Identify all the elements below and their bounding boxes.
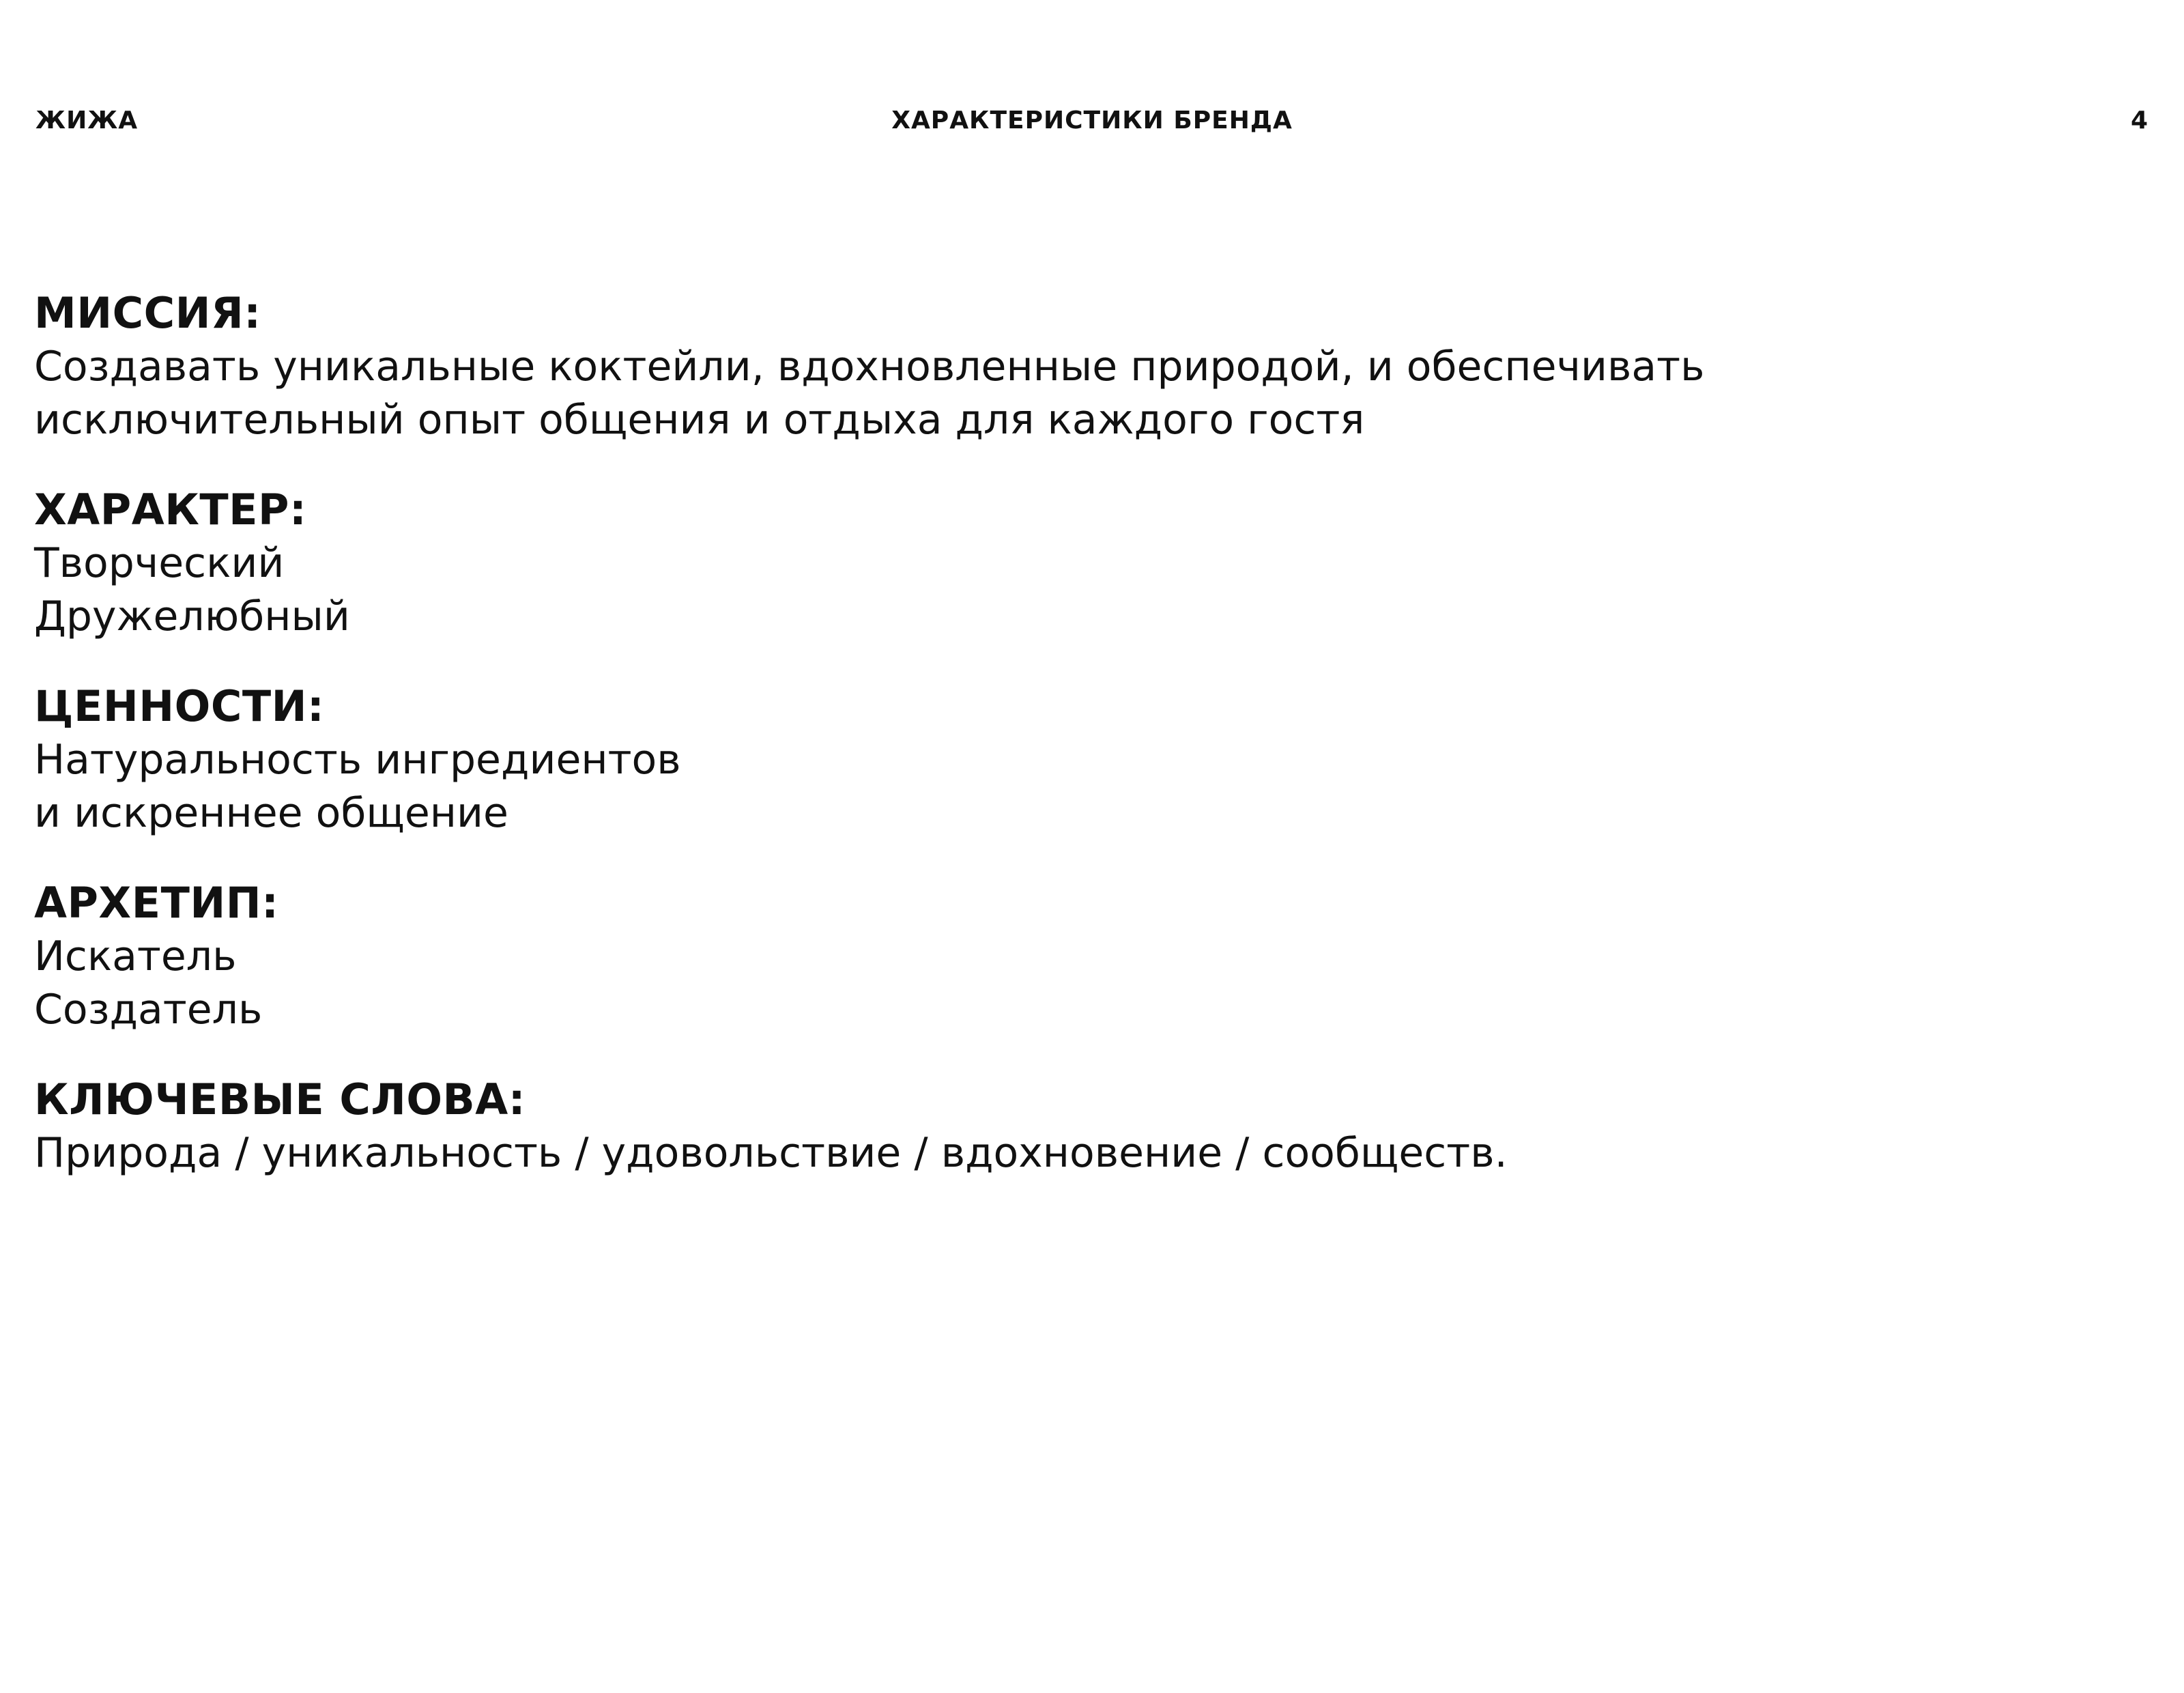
brand-characteristics	[34, 287, 1809, 1217]
page-number: 4	[2130, 106, 2149, 134]
section-text-line: Творческий	[34, 539, 285, 587]
section-title: ХАРАКТЕР:	[34, 485, 307, 535]
section-text-line: Создавать уникальные коктейли, вдохновленные природой, и обеспечивать	[34, 343, 1705, 390]
section-mission	[34, 287, 1809, 446]
brand-name: ЖИЖА	[35, 106, 139, 134]
page-title: ХАРАКТЕРИСТИКИ БРЕНДА	[891, 106, 1293, 134]
section-title: МИССИЯ:	[34, 288, 261, 338]
section-title: АРХЕТИП:	[34, 878, 279, 928]
section-text-line: исключительный опыт общения и отдыха для каждого гостя	[34, 396, 1365, 444]
section-text-line: Натуральность ингредиентов	[34, 736, 681, 784]
section-keywords	[34, 1073, 1809, 1180]
section-character	[34, 483, 1809, 643]
section-text-line: Создатель	[34, 986, 263, 1034]
section-text-line: Искатель	[34, 933, 237, 980]
section-title: КЛЮЧЕВЫЕ СЛОВА:	[34, 1075, 526, 1124]
section-title: ЦЕННОСТИ:	[34, 681, 325, 731]
section-values	[34, 680, 1809, 840]
page-header	[0, 104, 2184, 145]
section-text-line: Дружелюбный	[34, 593, 350, 640]
section-text-line: Природа / уникальность / удовольствие / вдохновение / сообществ.	[34, 1129, 1508, 1177]
section-archetype	[34, 877, 1809, 1036]
section-text-line: и искреннее общение	[34, 789, 508, 837]
